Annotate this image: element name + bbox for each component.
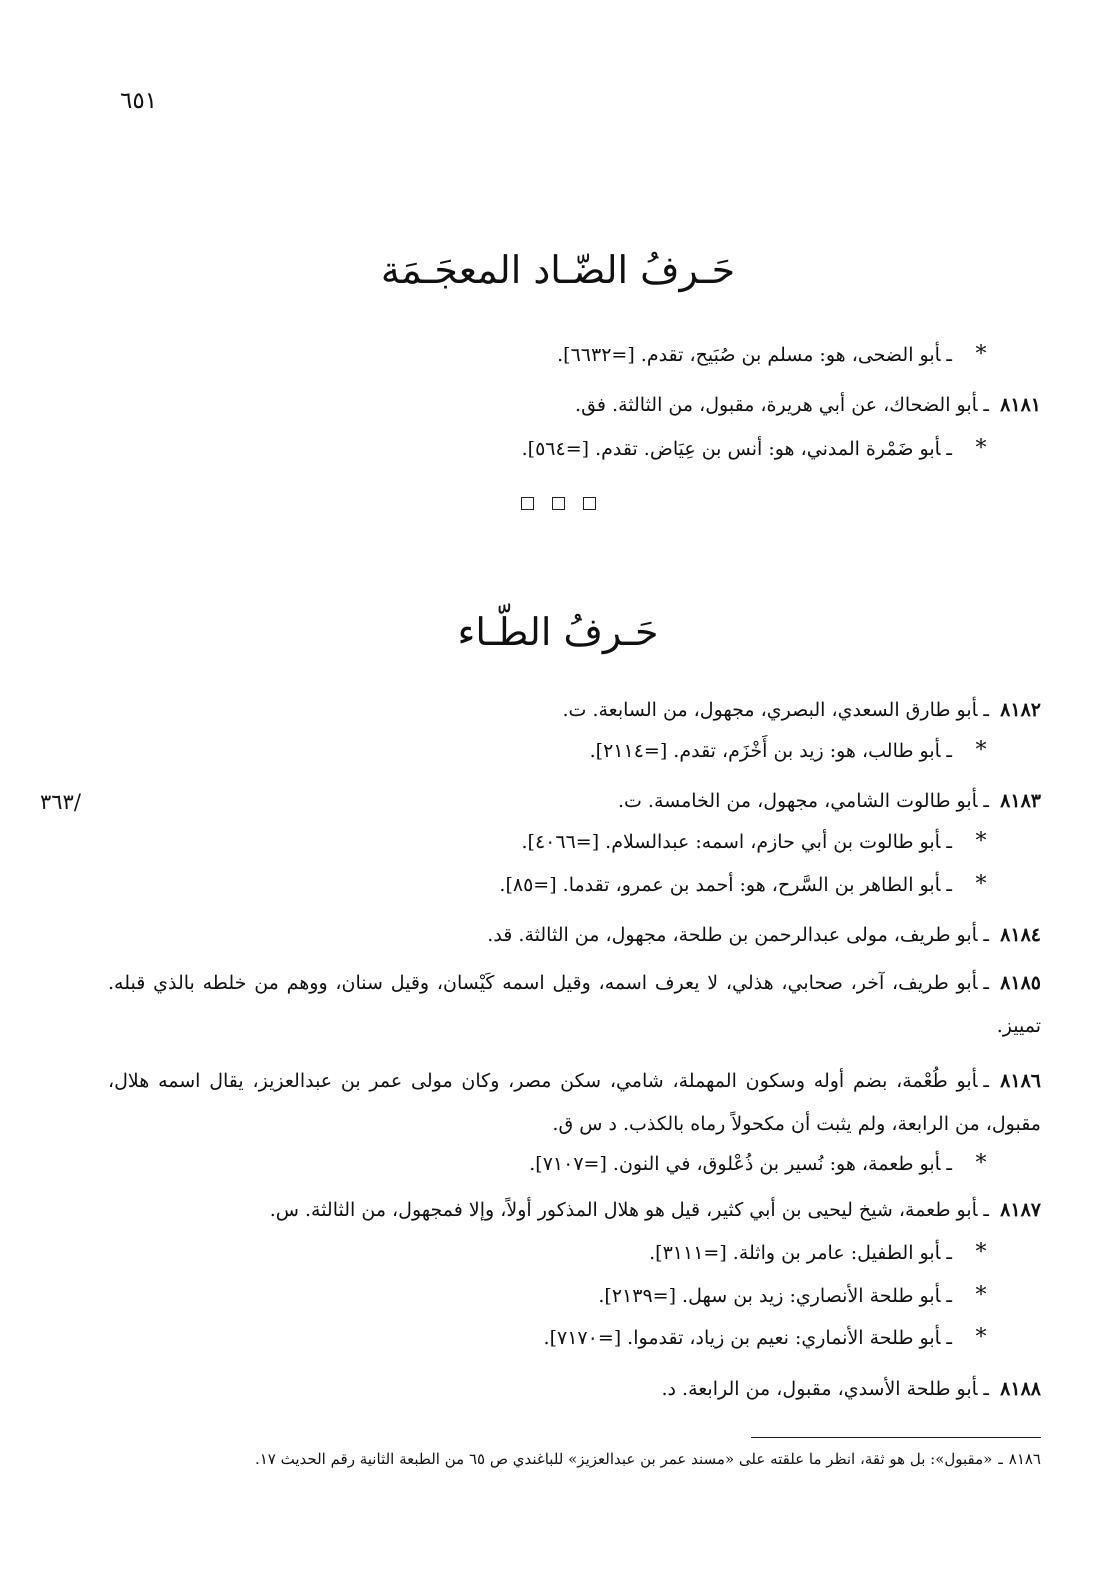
- entry-row: ٨١٨١ـأبو الضحاك، عن أبي هريرة، مقبول، من الثالثة. فق.: [575, 394, 1041, 416]
- entry-row: *ـأبو طالب، هو: زيد بن أَخْزَم، تقدم. [=٢١١٤].: [590, 738, 1004, 764]
- section-heading-ta: حَـرفُ الطّـاء: [457, 610, 659, 654]
- entry-row: ٨١٨٣ـأبو طالوت الشامي، مجهول، من الخامسة. ت.: [617, 790, 1041, 812]
- entry-text: أبو طالوت الشامي، مجهول، من الخامسة. ت.: [617, 790, 978, 812]
- entry-row: *ـأبو الطاهر بن السَّرح، هو: أحمد بن عمرو، تقدما. [=٨٥].: [499, 872, 1004, 898]
- entry-text: أبو طلحة الأنصاري: زيد بن سهل. [=٢١٣٩].: [598, 1285, 941, 1307]
- entry-number: ٨١٨٦: [1000, 1070, 1041, 1092]
- entry-number: ٨١٨٥: [1000, 972, 1041, 994]
- asterisk-marker: *: [975, 1283, 987, 1308]
- entry-text: أبو الضحاك، عن أبي هريرة، مقبول، من الثالثة. فق.: [575, 394, 978, 416]
- ornament-square-icon: [521, 497, 534, 510]
- asterisk-marker: *: [975, 1240, 987, 1265]
- entry-row: ٨١٨٨ـأبو طلحة الأسدي، مقبول، من الرابعة. د.: [661, 1378, 1041, 1400]
- entry-row: ٨١٨٥ـأبو طريف، آخر، صحابي، هذلي، لا يعرف اسمه، وقيل اسمه كَيْسان، وقيل سنان، ووهم من خلطه بالذي قبله. تمييز.: [108, 962, 1041, 1048]
- ornament-square-icon: [583, 497, 596, 510]
- entry-number: ٨١٨٢: [1000, 699, 1041, 721]
- entry-row: ٨١٨٢ـأبو طارق السعدي، البصري، مجهول، من السابعة. ت.: [562, 699, 1041, 721]
- asterisk-marker: *: [975, 436, 987, 461]
- entry-text: أبو ضَمْرة المدني، هو: أنس بن عِيَاض. تقدم. [=٥٦٤].: [521, 438, 941, 460]
- entry-row: *ـأبو طالوت بن أبي حازم، اسمه: عبدالسلام. [=٤٠٦٦].: [522, 829, 1005, 855]
- entry-text: أبو طالب، هو: زيد بن أَخْزَم، تقدم. [=٢١١٤].: [589, 740, 941, 762]
- entry-row: *ـأبو طعمة، هو: نُسير بن ذُعْلوق، في النون. [=٧١٠٧].: [529, 1151, 1004, 1177]
- ornament-square-icon: [552, 497, 565, 510]
- asterisk-marker: *: [975, 738, 987, 763]
- entry-text: أبو طلحة الأنماري: نعيم بن زياد، تقدموا. [=٧١٧٠].: [543, 1327, 941, 1349]
- footnote-text: «مقبول»: بل هو ثقة، انظر ما علقته على «مسند عمر بن عبدالعزيز» للباغندي ص ٦٥ من الطبعة الثانية رقم الحديث ١٧.: [254, 1450, 993, 1468]
- margin-reference: /٣٦٣: [40, 790, 81, 814]
- section-divider-ornament: [0, 497, 1116, 510]
- entry-row: *ـأبو الضحى، هو: مسلم بن صُبَيح، تقدم. [=٦٦٣٢].: [557, 342, 1004, 368]
- footnote-number: ٨١٨٦: [1008, 1450, 1041, 1468]
- entry-text: أبو طريف، مولى عبدالرحمن بن طلحة، مجهول، من الثالثة. قد.: [487, 924, 978, 946]
- page-number: ٦٥١: [120, 88, 158, 114]
- asterisk-marker: *: [975, 1325, 987, 1350]
- entry-text: أبو طلحة الأسدي، مقبول، من الرابعة. د.: [661, 1378, 978, 1400]
- footnote: ٨١٨٦ـ«مقبول»: بل هو ثقة، انظر ما علقته على «مسند عمر بن عبدالعزيز» للباغندي ص ٦٥ من الطبعة الثانية رقم الحديث ١٧.: [254, 1450, 1041, 1468]
- entry-text: أبو طريف، آخر، صحابي، هذلي، لا يعرف اسمه، وقيل اسمه كَيْسان، وقيل سنان، ووهم من خلطه بالذي قبله. تمييز.: [108, 972, 1041, 1037]
- entry-number: ٨١٨١: [1000, 394, 1041, 416]
- entry-number: ٨١٨٨: [1000, 1378, 1041, 1400]
- entry-number: ٨١٨٤: [1000, 924, 1041, 946]
- entry-row: *ـأبو الطفيل: عامر بن واثلة. [=٣١١١].: [649, 1240, 1004, 1266]
- entry-text: أبو طالوت بن أبي حازم، اسمه: عبدالسلام. [=٤٠٦٦].: [521, 831, 941, 853]
- entry-row: ٨١٨٤ـأبو طريف، مولى عبدالرحمن بن طلحة، مجهول، من الثالثة. قد.: [487, 924, 1041, 946]
- entry-number: ٨١٨٣: [1000, 790, 1041, 812]
- asterisk-marker: *: [975, 1151, 987, 1176]
- entry-row: ٨١٨٦ـأبو طُعْمة، بضم أوله وسكون المهملة، شامي، سكن مصر، وكان مولى عمر بن عبدالعزيز، يقال اسمه هلال، مقبول، من الرابعة، ولم يثبت أن مكحولاً رماه بالكذب. د س ق.: [108, 1060, 1041, 1146]
- footnote-rule: [751, 1437, 1041, 1438]
- entry-number: ٨١٨٧: [1000, 1199, 1041, 1221]
- entry-text: أبو طُعْمة، بضم أوله وسكون المهملة، شامي، سكن مصر، وكان مولى عمر بن عبدالعزيز، يقال اسمه هلال، مقبول، من الرابعة، ولم يثبت أن مكحولاً رماه بالكذب. د س ق.: [108, 1070, 1041, 1135]
- entry-text: أبو الضحى، هو: مسلم بن صُبَيح، تقدم. [=٦٦٣٢].: [557, 344, 941, 366]
- asterisk-marker: *: [975, 829, 987, 854]
- entry-text: أبو طارق السعدي، البصري، مجهول، من السابعة. ت.: [562, 699, 978, 721]
- entry-text: أبو الطفيل: عامر بن واثلة. [=٣١١١].: [649, 1242, 941, 1264]
- asterisk-marker: *: [975, 342, 987, 367]
- entry-row: *ـأبو طلحة الأنصاري: زيد بن سهل. [=٢١٣٩].: [598, 1283, 1004, 1309]
- entry-text: أبو طعمة، شيخ ليحيى بن أبي كثير، قيل هو هلال المذكور أولاً، وإلا فمجهول، من الثالثة. س.: [269, 1199, 978, 1221]
- entry-text: أبو طعمة، هو: نُسير بن ذُعْلوق، في النون. [=٧١٠٧].: [529, 1153, 941, 1175]
- section-heading-dad: حَـرفُ الضّـاد المعجَـمَة: [380, 248, 736, 292]
- entry-row: ٨١٨٧ـأبو طعمة، شيخ ليحيى بن أبي كثير، قيل هو هلال المذكور أولاً، وإلا فمجهول، من الثالثة. س.: [269, 1199, 1041, 1221]
- entry-row: *ـأبو طلحة الأنماري: نعيم بن زياد، تقدموا. [=٧١٧٠].: [544, 1325, 1004, 1351]
- asterisk-marker: *: [975, 872, 987, 897]
- entry-text: أبو الطاهر بن السَّرح، هو: أحمد بن عمرو، تقدما. [=٨٥].: [499, 874, 941, 896]
- entry-row: *ـأبو ضَمْرة المدني، هو: أنس بن عِيَاض. تقدم. [=٥٦٤].: [522, 436, 1004, 462]
